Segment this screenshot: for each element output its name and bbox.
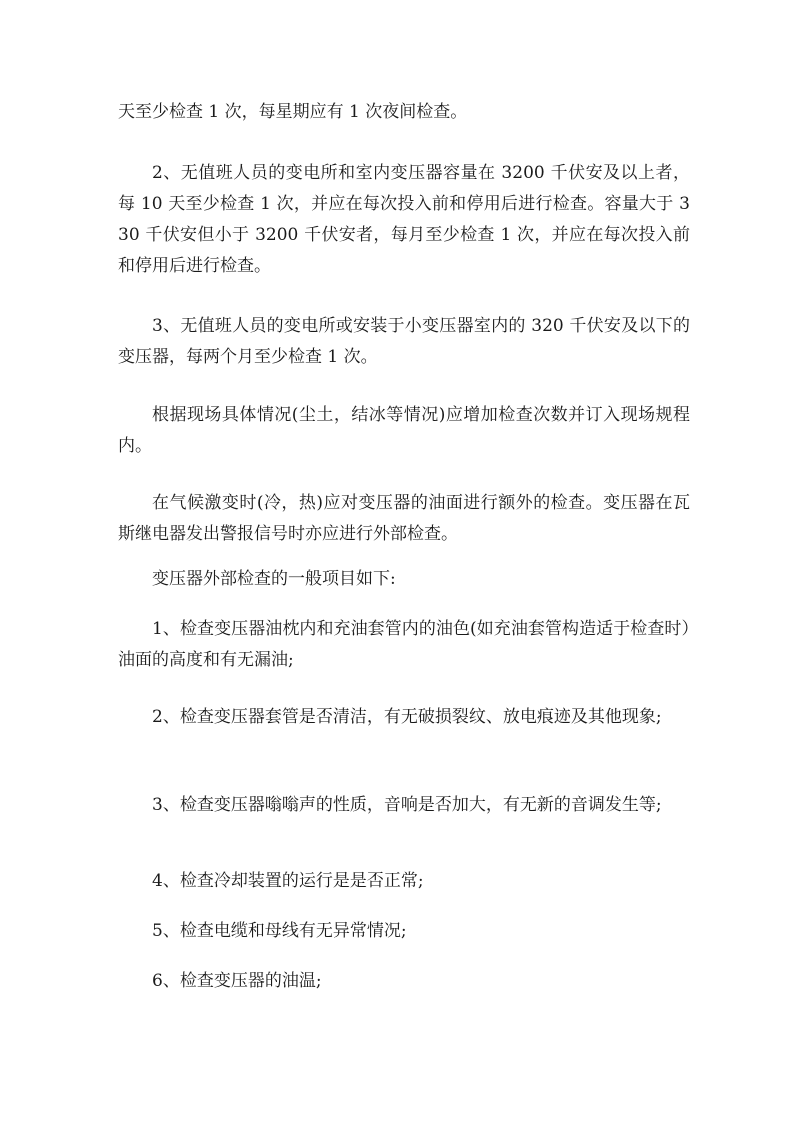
paragraph-continuation: 天至少检查 1 次，每星期应有 1 次夜间检查。 [118,102,468,122]
list-item-cable-busbar: 5、检查电缆和母线有无异常情况; [152,921,407,941]
list-item-cooling: 4、检查冷却装置的运行是是否正常; [152,871,424,891]
paragraph-general-items-intro: 变压器外部检查的一般项目如下: [152,569,396,589]
paragraph-item-3: 3、无值班人员的变电所或安装于小变压器室内的 320 千伏安及以下的变压器，每两个月至少检查 1 次。 [118,316,690,367]
paragraph-site-conditions: 根据现场具体情况(尘土，结冰等情况)应增加检查次数并订入现场规程内。 [118,405,690,456]
list-item-bushing: 2、检查变压器套管是否清洁，有无破损裂纹、放电痕迹及其他现象; [152,707,662,727]
paragraph-item-2: 2、无值班人员的变电所和室内变压器容量在 3200 千伏安及以上者，每 10 天至少检查 1 次，并应在每次投入前和停用后进行检查。容量大于 330 千伏安但小于 3200 千伏安者，每月至少检查 1 次，并应在每次投入前和停用后进行检查。 [118,163,690,276]
list-item-oil-temperature: 6、检查变压器的油温; [152,971,322,991]
list-item-oil-color: 1、检查变压器油枕内和充油套管内的油色(如充油套管构造适于检查时）油面的高度和有无漏油; [118,619,690,670]
list-item-humming: 3、检查变压器嗡嗡声的性质，音响是否加大，有无新的音调发生等; [152,795,662,815]
paragraph-weather-check: 在气候激变时(冷，热)应对变压器的油面进行额外的检查。变压器在瓦斯继电器发出警报信号时亦应进行外部检查。 [118,493,690,544]
